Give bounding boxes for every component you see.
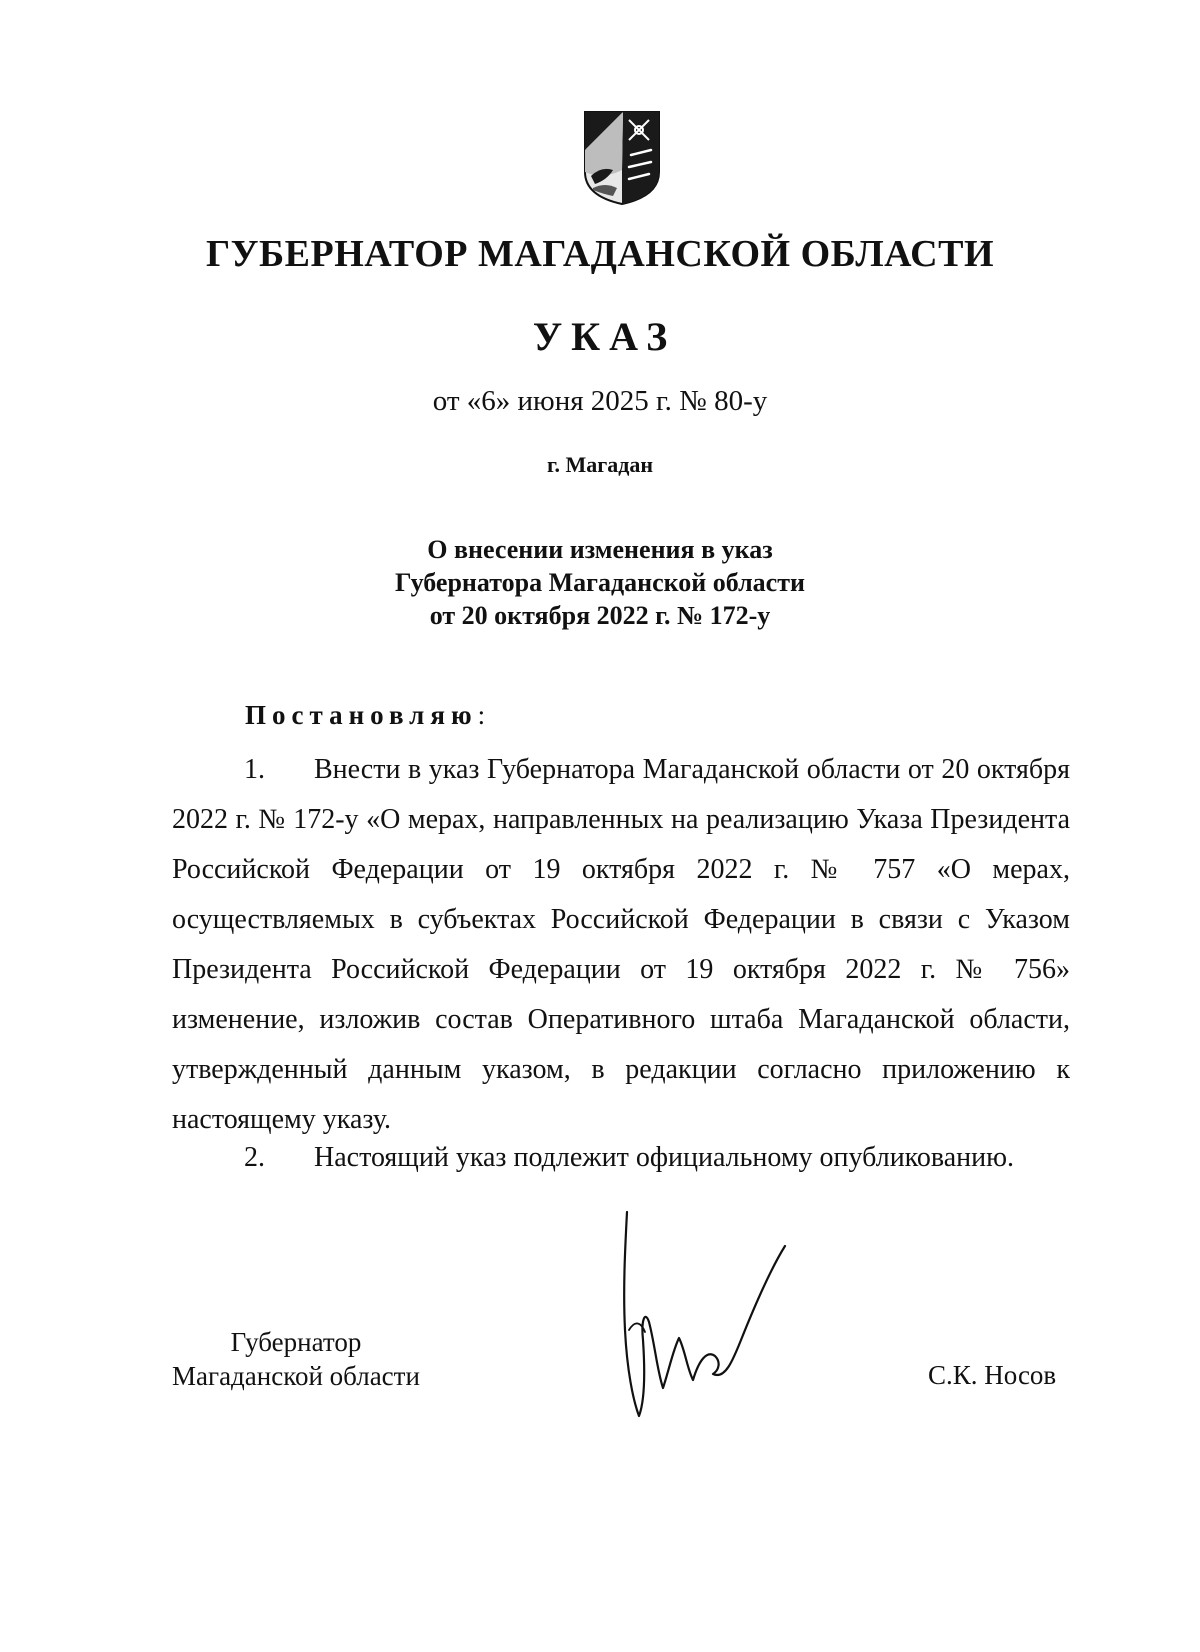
- document-place: г. Магадан: [546, 452, 654, 477]
- signatory-title: [172, 1325, 420, 1393]
- subject-line-1: О внесении изменения в указ: [427, 535, 773, 564]
- decree-item-2: [172, 1133, 1070, 1183]
- coat-of-arms-icon: [583, 110, 661, 206]
- item-1-number: 1.: [244, 754, 265, 785]
- item-1-text: Внести в указ Губернатора Магаданской области от 20 октября 2022 г. № 172-у «О мерах, направленных на реализацию Указа Президента Российской Федерации от 19 октября 2022 г. № 757 «О мерах, осуществляемых в субъектах Российской Федерации в связи с Указом Президента Российской Федерации от 19 октября 2022 г. № 756» изменение, изложив состав Оперативного штаба Магаданской области, утвержденный данным указом, в редакции согласно приложению к настоящему указу.: [172, 754, 1070, 1135]
- document-date-number: от «6» июня 2025 г. № 80-у: [432, 385, 768, 417]
- signatory-title-line-1: Губернатор: [230, 1327, 362, 1357]
- item-2-number: 2.: [244, 1142, 265, 1173]
- signatory-title-line-2: Магаданской области: [172, 1361, 420, 1391]
- issuing-authority: ГУБЕРНАТОР МАГАДАНСКОЙ ОБЛАСТИ: [205, 233, 995, 275]
- decree-word-colon: :: [477, 700, 486, 730]
- decree-operative-word: [245, 700, 485, 731]
- handwritten-signature: [615, 1210, 795, 1420]
- document-subject: [0, 533, 1200, 632]
- decree-word-text: Постановляю: [245, 700, 478, 730]
- signatory-name: С.К. Носов: [928, 1360, 1057, 1390]
- document-type: УКАЗ: [532, 314, 677, 359]
- item-2-text: Настоящий указ подлежит официальному опубликованию.: [314, 1142, 1015, 1173]
- subject-line-2: Губернатора Магаданской области: [395, 568, 805, 597]
- decree-item-1: [172, 745, 1070, 1145]
- subject-line-3: от 20 октября 2022 г. № 172-у: [429, 601, 771, 630]
